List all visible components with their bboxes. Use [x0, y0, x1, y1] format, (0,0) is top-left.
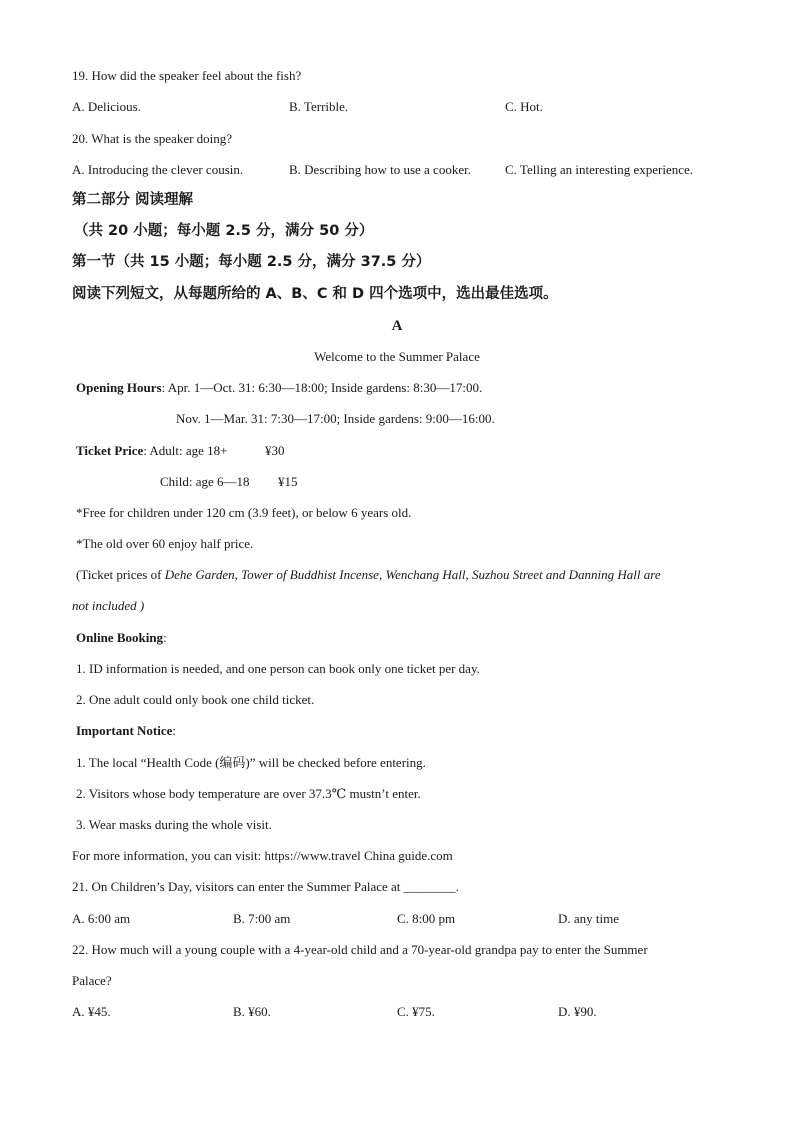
important-notice-colon: : [172, 723, 177, 738]
opening-hours-line-1 [76, 380, 482, 396]
important-notice-heading [76, 723, 176, 739]
opening-hours-label: Opening Hours [76, 380, 162, 395]
excluded-sep: , [234, 567, 242, 582]
online-booking-heading [76, 630, 167, 646]
question-19-option-a: A. Delicious. [72, 99, 141, 114]
question-20-option-a: A. Introducing the clever cousin. [72, 162, 244, 177]
question-22-stem-line-1: 22. How much will a young couple with a 4-year-old child and a 70-year-old grandpa pay to enter the Summer [72, 942, 648, 957]
part-score: （共 20 小题；每小题 2.5 分，满分 50 分） [74, 223, 374, 239]
question-22-option-a: A. ¥45. [72, 1004, 111, 1019]
important-notice-3: 3. Wear masks during the whole visit. [76, 817, 272, 832]
ticket-child-label: Child: age 6—18 [160, 474, 250, 489]
ticket-price-adult-line [76, 443, 228, 459]
question-20-option-c: C. Telling an interesting experience. [505, 162, 694, 177]
part-title: 第二部分 阅读理解 [72, 192, 194, 208]
online-booking-colon: : [163, 630, 167, 645]
instruction: 阅读下列短文，从每题所给的 A、B、C 和 D 四个选项中，选出最佳选项。 [72, 286, 558, 302]
opening-hours-winter: Nov. 1—Mar. 31: 7:30—17:00; Inside gardens: 9:00—16:00. [176, 411, 495, 426]
question-21-option-a: A. 6:00 am [72, 911, 131, 926]
excluded-sites-line-1 [76, 567, 661, 583]
important-notice-label: Important Notice [76, 723, 173, 738]
question-21-option-c: C. 8:00 pm [397, 911, 456, 926]
excluded-prefix: (Ticket prices of [76, 567, 165, 582]
question-22-option-b: B. ¥60. [233, 1004, 271, 1019]
question-21-stem: 21. On Children’s Day, visitors can enter the Summer Palace at ________. [72, 879, 459, 894]
note-old-half-price: *The old over 60 enjoy half price. [76, 536, 254, 551]
online-booking-rule-2: 2. One adult could only book one child ticket. [76, 692, 315, 707]
excluded-dehe-garden: Dehe Garden [164, 567, 235, 582]
question-19-stem: 19. How did the speaker feel about the fish? [72, 68, 302, 83]
excluded-sep: , [465, 567, 472, 582]
passage-letter: A [391, 318, 403, 334]
important-notice-2: 2. Visitors whose body temperature are over 37.3℃ mustn’t enter. [76, 786, 421, 801]
question-19-option-c: C. Hot. [505, 99, 543, 114]
online-booking-label: Online Booking [76, 630, 164, 645]
excluded-wenchang-hall: Wenchang Hall [385, 567, 466, 582]
excluded-sep: , [378, 567, 386, 582]
question-20-option-b: B. Describing how to use a cooker. [289, 162, 471, 177]
question-22-option-c: C. ¥75. [397, 1004, 435, 1019]
important-notice-1: 1. The local “Health Code (编码)” will be checked before entering. [76, 755, 426, 770]
excluded-sites-line-2: not included ) [72, 598, 145, 613]
ticket-adult-label: : Adult: age 18+ [143, 443, 228, 458]
more-info: For more information, you can visit: https://www.travel China guide.com [72, 848, 453, 863]
ticket-adult-price: ¥30 [265, 443, 285, 458]
question-22-stem-line-2: Palace? [72, 973, 112, 988]
ticket-child-price: ¥15 [278, 474, 298, 489]
sub-section-title: 第一节（共 15 小题；每小题 2.5 分，满分 37.5 分） [72, 254, 431, 270]
question-21-option-d: D. any time [558, 911, 620, 926]
online-booking-rule-1: 1. ID information is needed, and one person can book only one ticket per day. [76, 661, 480, 676]
passage-title: Welcome to the Summer Palace [314, 349, 480, 364]
question-22-option-d: D. ¥90. [558, 1004, 597, 1019]
excluded-tower: Tower of Buddhist Incense [241, 567, 379, 582]
question-21-option-b: B. 7:00 am [233, 911, 291, 926]
excluded-suzhou-street: Suzhou Street and Danning Hall are [472, 567, 661, 582]
ticket-price-label: Ticket Price [76, 443, 144, 458]
opening-hours-summer: : Apr. 1—Oct. 31: 6:30—18:00; Inside gardens: 8:30—17:00. [161, 380, 483, 395]
question-20-stem: 20. What is the speaker doing? [72, 131, 233, 146]
question-19-option-b: B. Terrible. [289, 99, 349, 114]
note-free-children: *Free for children under 120 cm (3.9 feet), or below 6 years old. [76, 505, 412, 520]
